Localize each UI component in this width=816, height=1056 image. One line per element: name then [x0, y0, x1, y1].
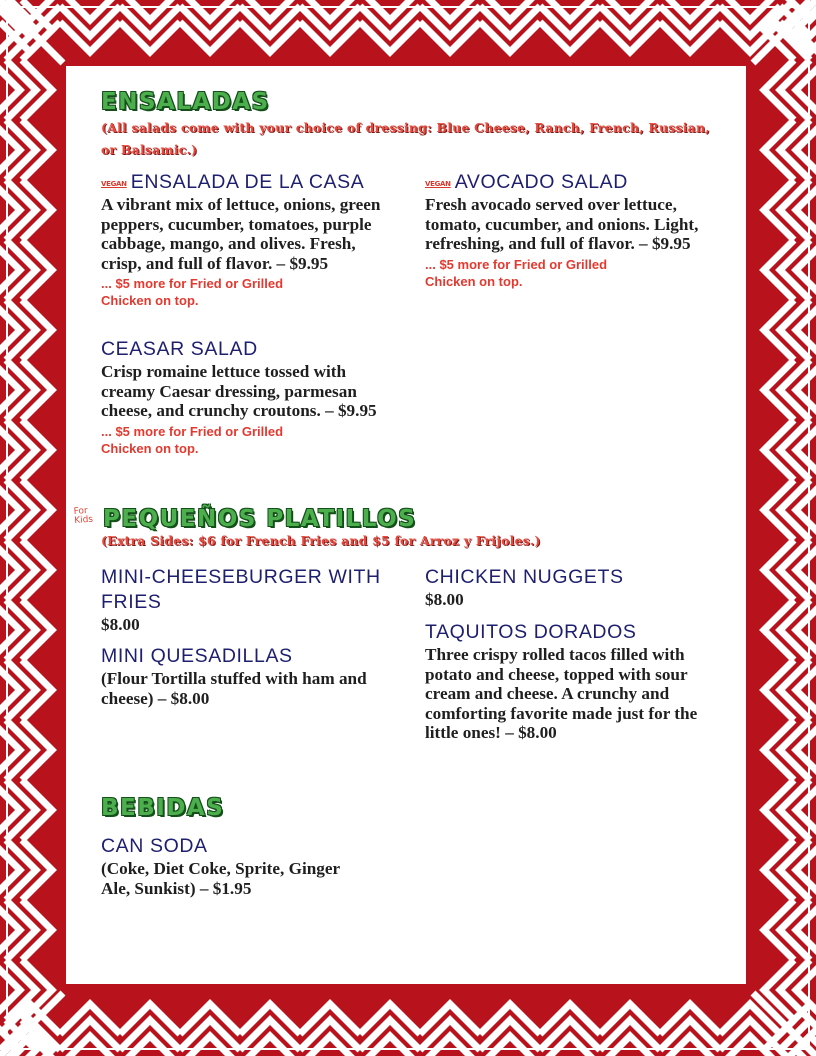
vegan-badge-icon: VEGAN: [425, 180, 451, 188]
item-description: $8.00: [101, 615, 140, 634]
item-description: $8.00: [425, 590, 464, 609]
item-name: MINI QUESADILLAS: [101, 645, 293, 667]
item-description: Three crispy rolled tacos filled with potato and cheese, topped with sour cream and cheese. A crunchy and comforting favorite made just for the little ones! – $8.00: [425, 645, 698, 743]
menu-item-taquitos-dorados: [425, 620, 710, 743]
item-name: MINI-CHEESEBURGER WITH FRIES: [101, 566, 381, 613]
item-description: A vibrant mix of lettuce, onions, green peppers, cucumber, tomatoes, purple cabbage, mango, and olives. Fresh, crisp, and full of flavor. – $9.95: [101, 195, 381, 273]
menu-item-can-soda: [101, 834, 371, 898]
item-description: Crisp romaine lettuce tossed with creamy Caesar dressing, parmesan cheese, and crunchy croutons. – $9.95: [101, 362, 377, 421]
item-description: Fresh avocado served over lettuce, tomato, cucumber, and onions. Light, refreshing, and full of flavor. – $9.95: [425, 195, 699, 254]
for-kids-tag: For Kids: [73, 506, 94, 526]
menu-item-avocado-salad: [425, 170, 715, 290]
item-name: CAN SODA: [101, 835, 208, 857]
item-description: (Flour Tortilla stuffed with ham and cheese) – $8.00: [101, 669, 367, 708]
item-extra-note: ... $5 more for Fried or Grilled Chicken on top.: [425, 256, 608, 289]
item-name: AVOCADO SALAD: [454, 171, 628, 193]
section-title-ensaladas: ENSALADAS: [101, 89, 270, 115]
section-title-bebidas: BEBIDAS: [101, 795, 225, 821]
item-name: TAQUITOS DORADOS: [425, 621, 637, 643]
item-description: (Coke, Diet Coke, Sprite, Ginger Ale, Sunkist) – $1.95: [101, 859, 340, 898]
menu-item-ceasar-salad: [101, 337, 391, 457]
item-title: [101, 170, 391, 195]
item-extra-note: ... $5 more for Fried or Grilled Chicken on top.: [101, 276, 284, 309]
menu-item-chicken-nuggets: [425, 565, 715, 610]
item-extra-note: ... $5 more for Fried or Grilled Chicken on top.: [101, 423, 284, 456]
item-name: CHICKEN NUGGETS: [425, 566, 624, 588]
section-title-platillos: PEQUEÑOS PLATILLOS: [103, 506, 417, 532]
section-note-platillos: (Extra Sides: $6 for French Fries and $5 for Arroz y Frijoles.): [101, 533, 541, 548]
menu-item-ensalada-de-la-casa: [101, 170, 391, 309]
item-title: [425, 170, 715, 195]
vegan-badge-icon: VEGAN: [101, 180, 127, 188]
menu-item-mini-cheeseburger: [101, 565, 391, 635]
section-note-ensaladas: (All salads come with your choice of dressing: Blue Cheese, Ranch, French, Russian, or Balsamic.): [101, 120, 710, 157]
item-name: CEASAR SALAD: [101, 338, 258, 360]
menu-item-mini-quesadillas: [101, 644, 371, 708]
item-name: ENSALADA DE LA CASA: [130, 171, 365, 193]
